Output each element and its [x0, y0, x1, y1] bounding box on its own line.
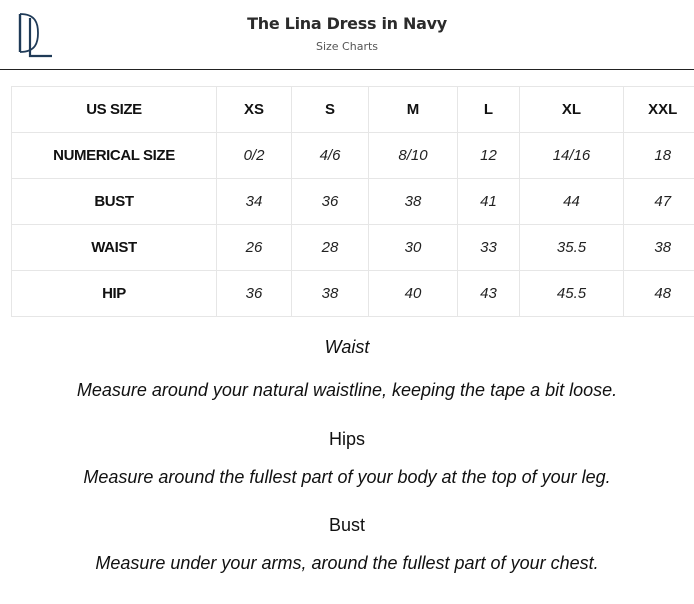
table-cell: 0/2 [217, 133, 292, 179]
hips-guide-title: Hips [328, 429, 365, 449]
column-header-xxl: XXL [624, 87, 694, 133]
table-cell: 30 [369, 225, 458, 271]
column-header-m: M [369, 87, 458, 133]
waist-guide-text: Measure around your natural waistline, keeping the tape a bit loose. [76, 380, 618, 400]
table-cell: 34 [217, 179, 292, 225]
column-header-us-size: US SIZE [12, 87, 217, 133]
column-header-s: S [292, 87, 369, 133]
table-cell: 26 [217, 225, 292, 271]
row-label-numerical-size: NUMERICAL SIZE [12, 133, 217, 179]
table-cell: 45.5 [520, 271, 624, 317]
column-header-xl: XL [520, 87, 624, 133]
page-title: The Lina Dress in Navy [247, 14, 447, 33]
page-subtitle: Size Charts [315, 40, 379, 53]
table-cell: 38 [624, 225, 694, 271]
table-cell: 43 [458, 271, 520, 317]
hips-guide-text: Measure around the fullest part of your body at the top of your leg. [83, 467, 611, 487]
table-cell: 48 [624, 271, 694, 317]
column-header-xs: XS [217, 87, 292, 133]
table-cell: 8/10 [369, 133, 458, 179]
table-cell: 35.5 [520, 225, 624, 271]
table-cell: 28 [292, 225, 369, 271]
row-label-bust: BUST [12, 179, 217, 225]
column-header-l: L [458, 87, 520, 133]
table-cell: 4/6 [292, 133, 369, 179]
row-label-hip: HIP [12, 271, 217, 317]
page-header [0, 0, 694, 70]
table-cell: 36 [217, 271, 292, 317]
table-cell: 18 [624, 133, 694, 179]
table-cell: 40 [369, 271, 458, 317]
table-cell: 47 [624, 179, 694, 225]
table-row-hip [12, 271, 694, 317]
row-label-waist: WAIST [12, 225, 217, 271]
table-cell: 44 [520, 179, 624, 225]
table-cell: 33 [458, 225, 520, 271]
table-row-bust [12, 179, 694, 225]
bust-guide-text: Measure under your arms, around the fullest part of your chest. [95, 553, 599, 573]
waist-guide-title: Waist [324, 337, 370, 357]
table-row-waist [12, 225, 694, 271]
table-header-row [12, 87, 694, 133]
table-row-numerical-size [12, 133, 694, 179]
table-cell: 38 [369, 179, 458, 225]
table-cell: 41 [458, 179, 520, 225]
bust-guide-title: Bust [328, 515, 366, 535]
table-cell: 14/16 [520, 133, 624, 179]
table-cell: 12 [458, 133, 520, 179]
table-cell: 38 [292, 271, 369, 317]
size-chart-table [11, 86, 694, 317]
table-cell: 36 [292, 179, 369, 225]
